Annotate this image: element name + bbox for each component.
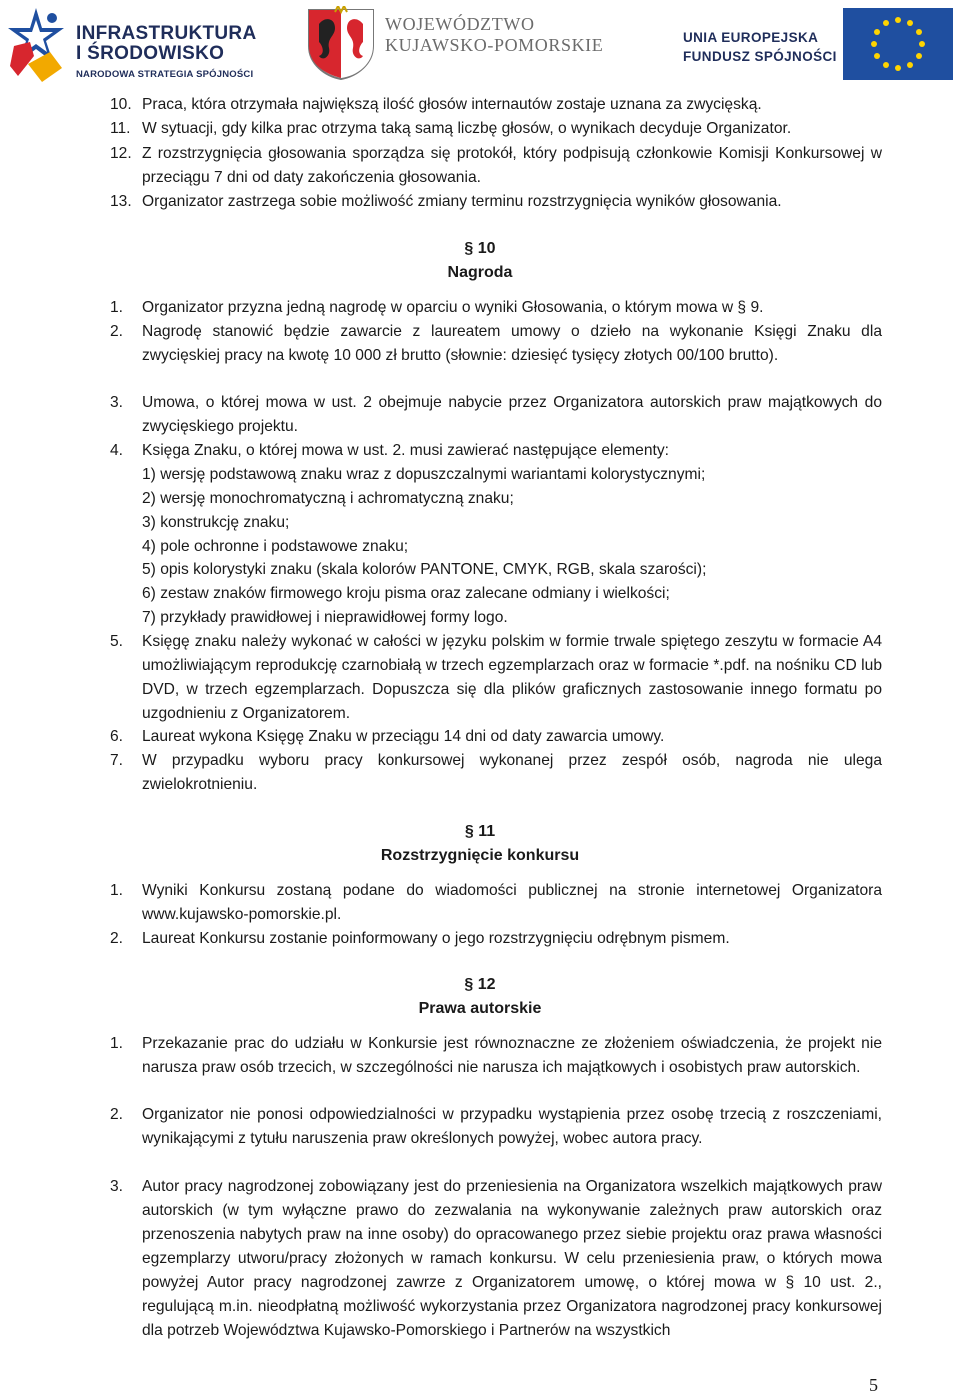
list-item bbox=[110, 1175, 882, 1343]
star-mark-icon bbox=[6, 6, 68, 84]
item-number: 1. bbox=[110, 1035, 124, 1052]
element-list-item: 3) konstrukcję znaku; bbox=[142, 514, 290, 531]
item-text: Księga Znaku, o której mowa w ust. 2. musi zawierać następujące elementy: bbox=[142, 442, 669, 459]
item-text: Autor pracy nagrodzonej zobowiązany jest do przeniesienia na Organizatora wszelkich majątkowych praw autorskich (w tym wyłączne prawo do zezwalania na wykonywanie zależnych praw autorskich oraz przenoszenia nabytych praw na inne osoby) do opracowanego przez siebie projektu oraz prawa własności egzemplarzy utworu/pracy złożonych w ramach konkursu. W celu przeniesienia praw, o których mowa powyżej Autor pracy nagrodzonej zawrze z Organizatorem umowę, o której mowa w § 10 ust. 2., regulującą m.in. nieodpłatną możliwość wykorzystania przez Organizatora nagrodzonej pracy konkursowej dla potrzeb Województwa Kujawsko-Pomorskiego i Partnerów na wszystkich bbox=[142, 1178, 882, 1339]
item-number: 13. bbox=[110, 193, 132, 210]
infrastructure-subtitle: NARODOWA STRATEGIA SPÓJNOŚCI bbox=[76, 69, 254, 80]
item-text: W sytuacji, gdy kilka prac otrzyma taką samą liczbę głosów, o wynikach decyduje Organizator. bbox=[142, 120, 792, 137]
item-number: 3. bbox=[110, 1178, 124, 1195]
item-number: 6. bbox=[110, 728, 124, 745]
item-text: Z rozstrzygnięcia głosowania sporządza się protokół, który podpisują członkowie Komisji Konkursowej w przeciągu 7 dni od daty zakończenia głosowania. bbox=[142, 145, 882, 186]
list-item bbox=[110, 320, 882, 368]
item-text: Umowa, o której mowa w ust. 2 obejmuje nabycie przez Organizatora autorskich praw majątkowych do zwycięskiego projektu. bbox=[142, 394, 882, 435]
item-number: 7. bbox=[110, 752, 124, 769]
list-item bbox=[110, 749, 882, 797]
list-item bbox=[110, 439, 882, 463]
item-number: 4. bbox=[110, 442, 124, 459]
section-title: Nagroda bbox=[447, 264, 513, 281]
item-number: 1. bbox=[110, 882, 124, 899]
element-list-item: 1) wersję podstawową znaku wraz z dopuszczalnymi wariantami kolorystycznymi; bbox=[142, 466, 706, 483]
section-number: § 12 bbox=[464, 976, 496, 993]
item-number: 10. bbox=[110, 96, 132, 113]
section-title: Rozstrzygnięcie konkursu bbox=[380, 847, 580, 864]
list-item bbox=[110, 927, 882, 951]
list-item bbox=[110, 117, 882, 141]
section-title: Prawa autorskie bbox=[418, 1000, 542, 1017]
list-item bbox=[110, 296, 882, 320]
eu-line1: UNIA EUROPEJSKA bbox=[683, 30, 819, 45]
item-number: 2. bbox=[110, 323, 124, 340]
item-text: Przekazanie prac do udziału w Konkursie jest równoznaczne ze złożeniem oświadczenia, że projekt nie narusza praw osób trzecich, w szczególności nie narusza ich majątkowych i osobistych praw autorskich. bbox=[142, 1035, 882, 1076]
element-list-item: 2) wersję monochromatyczną i achromatyczną znaku; bbox=[142, 490, 514, 507]
list-item bbox=[110, 93, 882, 117]
header bbox=[0, 0, 960, 88]
element-list-item: 5) opis kolorystyki znaku (skala kolorów PANTONE, CMYK, RGB, skala szarości); bbox=[142, 561, 707, 578]
eu-flag-icon bbox=[843, 8, 953, 80]
item-text: W przypadku wyboru pracy konkursowej wykonanej przez zespół osób, nagroda nie ulega zwielokrotnieniu. bbox=[142, 752, 882, 793]
element-list-item: 4) pole ochronne i podstawowe znaku; bbox=[142, 538, 409, 555]
item-number: 2. bbox=[110, 1106, 124, 1123]
item-text: Organizator przyzna jedną nagrodę w oparciu o wyniki Głosowania, o którym mowa w § 9. bbox=[142, 299, 764, 316]
list-item bbox=[110, 142, 882, 190]
item-text: Księgę znaku należy wykonać w całości w języku polskim w formie trwale spiętego zeszytu w formacie A4 umożliwiającym reprodukcję czarnobiałą w trzech egzemplarzach oraz w formacie *.pdf. na nośniku CD lub DVD, w trzech egzemplarzach. Dopuszcza się dla plików graficznych zastosowanie innego formatu po uzgodnieniu z Organizatorem. bbox=[142, 633, 882, 722]
list-item bbox=[110, 190, 882, 214]
item-number: 12. bbox=[110, 145, 132, 162]
list-item bbox=[110, 1103, 882, 1151]
element-list-item: 6) zestaw znaków firmowego kroju pisma oraz zalecane odmiany i wielkości; bbox=[142, 585, 670, 602]
item-text: Organizator zastrzega sobie możliwość zmiany terminu rozstrzygnięcia wyników głosowania. bbox=[142, 193, 782, 210]
item-text: Nagrodę stanowić będzie zawarcie z laureatem umowy o dzieło na wykonanie Księgi Znaku dla zwycięskiej pracy na kwotę 10 000 zł brutto (słownie: dziesięć tysięcy złotych 00/100 brutto). bbox=[142, 323, 882, 364]
item-number: 11. bbox=[110, 120, 131, 137]
region-line2: KUJAWSKO-POMORSKIE bbox=[385, 35, 604, 55]
list-item bbox=[110, 1032, 882, 1080]
region-line1: WOJEWÓDZTWO bbox=[385, 14, 535, 34]
item-text: Wyniki Konkursu zostaną podane do wiadomości publicznej na stronie internetowej Organizatora www.kujawsko-pomorskie.pl. bbox=[142, 882, 882, 923]
list-item bbox=[110, 630, 882, 726]
item-text: Laureat Konkursu zostanie poinformowany o jego rozstrzygnięciu odrębnym pismem. bbox=[142, 930, 730, 947]
infrastructure-logo bbox=[6, 6, 256, 84]
item-number: 5. bbox=[110, 633, 124, 650]
eu-line2: FUNDUSZ SPÓJNOŚCI bbox=[683, 49, 837, 64]
list-item bbox=[110, 391, 882, 439]
list-item bbox=[110, 879, 882, 927]
list-item bbox=[110, 725, 882, 749]
infrastructure-title bbox=[76, 24, 256, 64]
infrastructure-line2: I ŚRODOWISKO bbox=[76, 43, 225, 64]
item-text: Laureat wykona Księgę Znaku w przeciągu 14 dni od daty zawarcia umowy. bbox=[142, 728, 665, 745]
coat-of-arms-icon bbox=[305, 6, 377, 80]
item-number: 1. bbox=[110, 299, 124, 316]
section-number: § 11 bbox=[464, 823, 496, 840]
item-number: 3. bbox=[110, 394, 124, 411]
infrastructure-line1: INFRASTRUKTURA bbox=[76, 23, 257, 44]
region-logo bbox=[305, 8, 605, 80]
page-number: 5 bbox=[869, 1375, 878, 1395]
element-list-item: 7) przykłady prawidłowej i nieprawidłowej formy logo. bbox=[142, 609, 508, 626]
item-text: Praca, która otrzymała największą ilość głosów internautów zostaje uznana za zwycięską. bbox=[142, 96, 762, 113]
eu-logo bbox=[683, 8, 953, 80]
section-number: § 10 bbox=[464, 240, 496, 257]
item-number: 2. bbox=[110, 930, 124, 947]
item-text: Organizator nie ponosi odpowiedzialności w przypadku wystąpienia przez osobę trzecią z roszczeniami, wynikającymi z tytułu naruszenia praw określonych powyżej, wobec autora pracy. bbox=[142, 1106, 882, 1147]
